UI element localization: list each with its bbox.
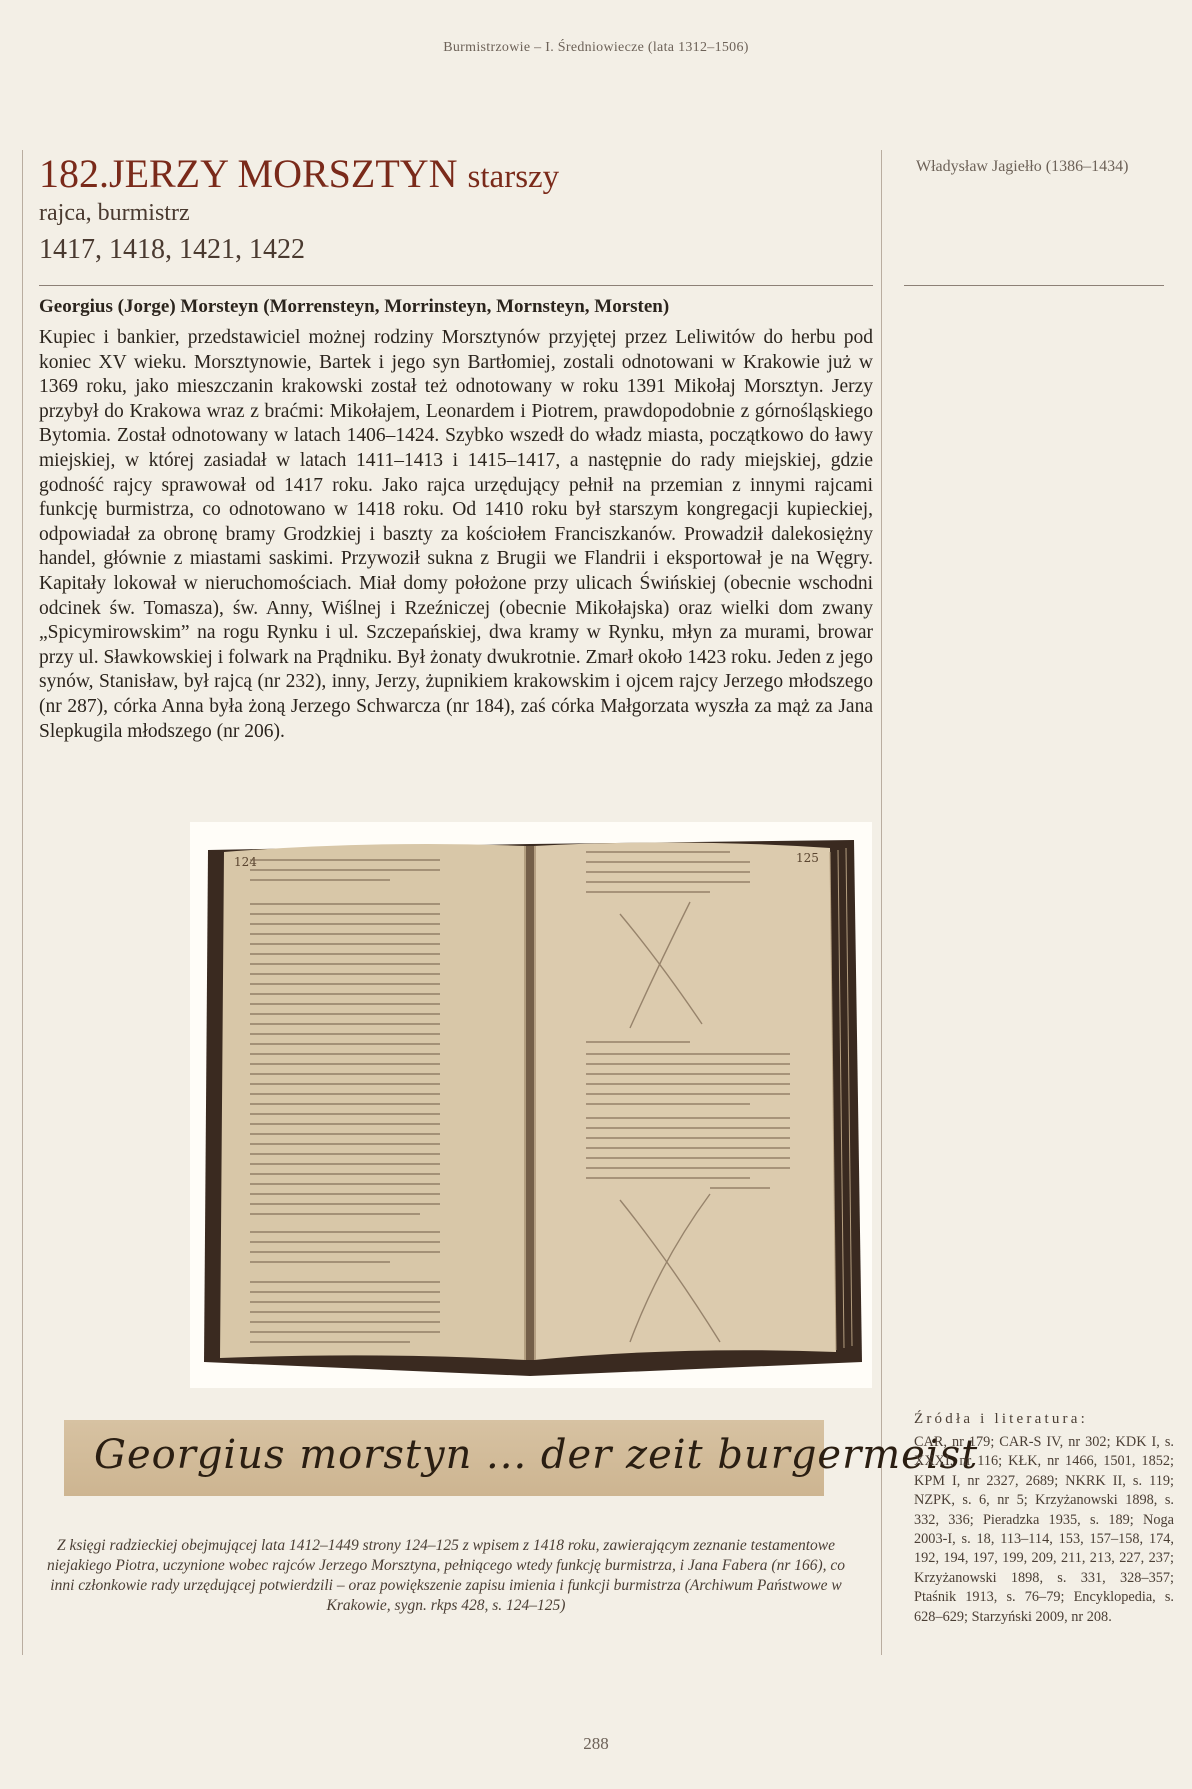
left-folio-number: 124: [234, 855, 257, 869]
sources-text: CAR, nr 179; CAR-S IV, nr 302; KDK I, s. XXXI, nr 116; KŁK, nr 1466, 1501, 1852; KPM I, nr 2327, 2689; NKRK II, s. 119; NZPK, s. 6, nr 5; Krzyżanowski 1898, s. 332, 336; Pieradzka 1935, s. 189; Noga 2003-I, s. 18, 113–114, 153, 157–158, 174, 192, 194, 197, 199, 209, 211, 213, 227, 237; Krzyżanowski 1898, s. 331, 328–357; Ptaśnik 1913, s. 76–79; Encyklopedia, s. 628–629; Starzyński 2009, nr 208.: [914, 1434, 1174, 1625]
reign-label: Władysław Jagiełło (1386–1434): [916, 158, 1129, 175]
entry-roles: rajca, burmistrz: [39, 200, 190, 226]
entry-name: JERZY MORSZTYN: [109, 151, 458, 196]
name-variants: Georgius (Jorge) Morsteyn (Morrensteyn, Morrinsteyn, Mornsteyn, Morsten): [39, 296, 670, 317]
entry-number: 182.: [39, 151, 109, 196]
signature-enlargement: [64, 1420, 979, 1496]
entry-years: 1417, 1418, 1421, 1422: [39, 234, 305, 265]
biography-text: Kupiec i bankier, przedstawiciel możnej rodziny Morsztynów przyjętej przez Leliwitów do herbu pod koniec XV wieku. Morsztynowie, Bartek i jego syn Bartłomiej, zostali odnotowani w Krakowie już w 1369 roku, jako mieszczanin krakowski został też odnotowany w roku 1391 Mikołaj Morsztyn. Jerzy przybył do Krakowa wraz z braćmi: Mikołajem, Leonardem i Piotrem, prawdopodobnie z górnośląskiego Bytomia. Został odnotowany w latach 1406–1424. Szybko wszedł do władz miasta, początkowo do ławy miejskiej, w której zasiadał w latach 1411–1413 i 1415–1417, a następnie do rady miejskiej, gdzie godność rajcy sprawował od 1417 roku. Jako rajca urzędujący pełnił na przemian z innymi rajcami funkcję burmistrza, co odnotowano w 1418 roku. Od 1410 roku był starszym kongregacji kupieckiej, odpowiadał za obronę bramy Grodzkiej i baszty za kościołem Franciszkanów. Prowadził dalekosiężny handel, głównie z miastami saskimi. Przywoził sukna z Brugii we Flandrii i eksportował je na Węgry. Kapitały lokował w nieruchomościach. Miał domy położone przy ulicach Świńskiej (obecnie wschodni odcinek św. Tomasza), św. Anny, Wiślnej i Rzeźniczej (obecnie Mikołajska) oraz wielki dom zwany „Spicymirowskim” na rogu Rynku i ul. Szczepańskiej, dwa kramy w Rynku, młyn za murami, browar przy ul. Sławkowskiej i folwark na Prądniku. Był żonaty dwukrotnie. Zmarł około 1423 roku. Jeden z jego synów, Stanisław, był rajcą (nr 232), inny, Jerzy, żupnikiem krakowskim i ojcem rajcy Jerzego młodszego (nr 287), córka Anna była żoną Jerzego Schwarcza (nr 184), zaś córka Małgorzata wyszła za mąż za Jana Slepkugila młodszego (nr 206).: [39, 327, 874, 742]
page-number: 288: [583, 1734, 609, 1753]
entry-title: [39, 150, 559, 197]
figure-caption: Z księgi radzieckiej obejmującej lata 1412–1449 strony 124–125 z wpisem z 1418 roku, zawierającym zeznanie testamentowe niejakiego Piotra, uczynione wobec rajców Jerzego Morsztyna, pełniącego wtedy funkcję burmistrza, i Jana Fabera (nr 166), co inni członkowie rady urzędującej potwierdzili – oraz powiększenie zapisu imienia i funkcji burmistrza (Archiwum Państwowe w Krakowie, sygn. rkps 428, s. 124–125): [46, 1537, 846, 1614]
sources-heading: Źródła i literatura:: [914, 1411, 1088, 1427]
sidebar-rule: [904, 285, 1164, 286]
right-folio-number: 125: [796, 851, 819, 865]
entry-name-suffix: starszy: [467, 159, 560, 195]
signature-text: Georgius morstyn ... der zeit burgermeist: [94, 1432, 979, 1478]
manuscript-photo: [190, 822, 872, 1388]
open-manuscript-image: [190, 822, 872, 1388]
running-head: Burmistrzowie – I. Średniowiecze (lata 1312–1506): [443, 40, 749, 55]
title-rule: [39, 285, 873, 286]
